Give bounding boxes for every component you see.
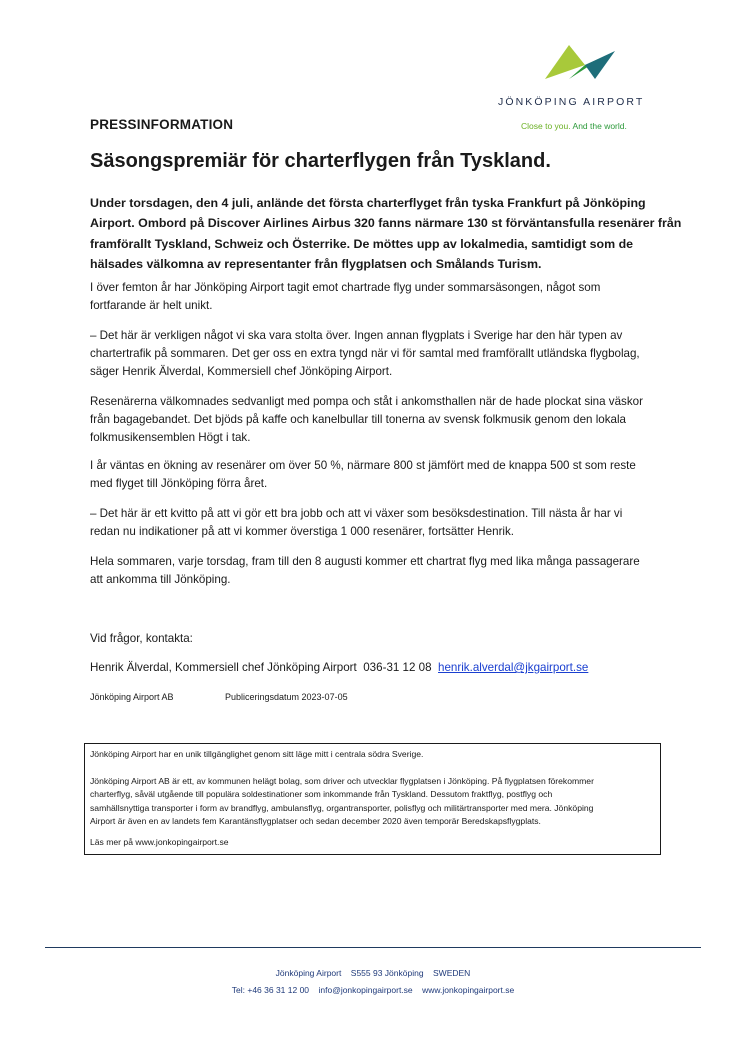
logo-name: JÖNKÖPING AIRPORT (498, 96, 645, 108)
publication-date: Publiceringsdatum 2023-07-05 (225, 692, 348, 702)
contact-phone: 036-31 12 08 (363, 661, 432, 674)
paragraph-line: Hela sommaren, varje torsdag, fram till den 8 augusti kommer ett chartrat flyg med lika många passagerare (90, 555, 640, 568)
paragraph-line: I över femton år har Jönköping Airport tagit emot chartrade flyg under sommarsäsongen, något som (90, 281, 601, 294)
lead-line: Under torsdagen, den 4 juli, anlände det första charterflyget från tyska Frankfurt på Jönköping (90, 196, 646, 210)
paragraph-line: med flyget till Jönköping förra året. (90, 477, 268, 491)
info-line: Jönköping Airport AB är ett, av kommunen helägt bolag, som driver och utvecklar flygplatsen i Jönköping. På flygplatsen förekommer (90, 775, 594, 786)
info-line: charterflyg, såväl utgående till populära soldestinationer som inkommande från Tyskland. Dessutom fraktflyg, postflyg och (90, 789, 553, 799)
body-paragraph (90, 327, 662, 382)
body-paragraph (90, 553, 662, 589)
info-line: Jönköping Airport har en unik tillgänglighet genom sitt läge mitt i centrala södra Sverige. (90, 749, 424, 759)
body-paragraph (90, 279, 662, 315)
lead-line: Airport. Ombord på Discover Airlines Airbus 320 fanns närmare 130 st förväntansfulla resenärer från (90, 216, 682, 231)
airport-logo-graphic (543, 43, 617, 83)
logo-tagline-b: And the world. (572, 121, 627, 131)
company-name: Jönköping Airport AB (90, 692, 174, 702)
paragraph-line: – Det här är verkligen något vi ska vara stolta över. Ingen annan flygplats i Sverige har den här typen av (90, 329, 623, 342)
paragraph-line: fortfarande är helt unikt. (90, 299, 213, 313)
body-paragraph (90, 393, 662, 448)
contact-question: Vid frågor, kontakta: (90, 632, 193, 645)
lead-line: hälsades välkomna av representanter från flygplatsen och Smålands Turism. (90, 256, 542, 271)
logo-tagline-a: Close to you. (521, 121, 571, 131)
footer-divider (45, 947, 701, 948)
body-paragraph (90, 505, 662, 541)
logo-triangle-light (545, 45, 585, 79)
paragraph-line: chartertrafik på sommaren. Det ger oss en extra tyngd när vi för samtal med framförallt utländska flygbolag, (90, 347, 640, 361)
paragraph-line: Resenärerna välkomnades sedvanligt med pompa och ståt i ankomsthallen när de hade plockat sina väskor (90, 395, 643, 408)
paragraph-line: från bagagebandet. Det bjöds på kaffe och kanelbullar till tonerna av svensk folkmusik genom den lokala (90, 413, 627, 427)
logo-triangle-teal (585, 51, 615, 79)
paragraph-line: – Det här är ett kvitto på att vi gör ett bra jobb och att vi växer som besöksdestination. Till nästa år har vi (90, 507, 623, 520)
paragraph-line: folkmusikensemblen Högt i tak. (90, 431, 251, 445)
info-line: samhällsnyttiga transporter i form av brandflyg, ambulansflyg, organtransporter, polisflyg och militärtransporter med mera. Jönköping (90, 802, 594, 813)
logo-tagline (521, 121, 627, 131)
contact-email-link[interactable]: henrik.alverdal@jkgairport.se (438, 661, 589, 674)
lead-paragraph (90, 193, 682, 274)
readmore-link: Läs mer på www.jonkopingairport.se (90, 836, 229, 847)
paragraph-line: säger Henrik Älverdal, Kommersiell chef Jönköping Airport. (90, 365, 393, 379)
page-title: Säsongspremiär för charterflygen från Tyskland. (90, 150, 551, 172)
paragraph-line: att ankomma till Jönköping. (90, 573, 231, 587)
lead-line: framförallt Tyskland, Schweiz och Österrike. De möttes upp av lokalmedia, samtidigt som de (90, 236, 634, 251)
footer-address: Jönköping Airport S555 93 Jönköping SWEDEN (275, 968, 471, 978)
body-paragraph (90, 457, 662, 493)
contact-line (90, 661, 588, 674)
paragraph-line: redan nu indikationer på att vi kommer överstiga 1 000 resenärer, fortsätter Henrik. (90, 525, 515, 539)
footer-contact: Tel: +46 36 31 12 00 info@jonkopingairport.se www.jonkopingairport.se (231, 985, 515, 995)
info-line: Airport är även en av landets fem Karantänsflygplatser och sedan december 2020 även temporär Beredskapsflygplats. (90, 816, 541, 826)
press-label: PRESSINFORMATION (90, 117, 234, 132)
company-info-box (84, 743, 661, 855)
paragraph-line: I år väntas en ökning av resenärer om över 50 %, närmare 800 st jämfört med de knappa 500 st som reste (90, 459, 636, 472)
contact-person: Henrik Älverdal, Kommersiell chef Jönköping Airport (90, 661, 357, 674)
